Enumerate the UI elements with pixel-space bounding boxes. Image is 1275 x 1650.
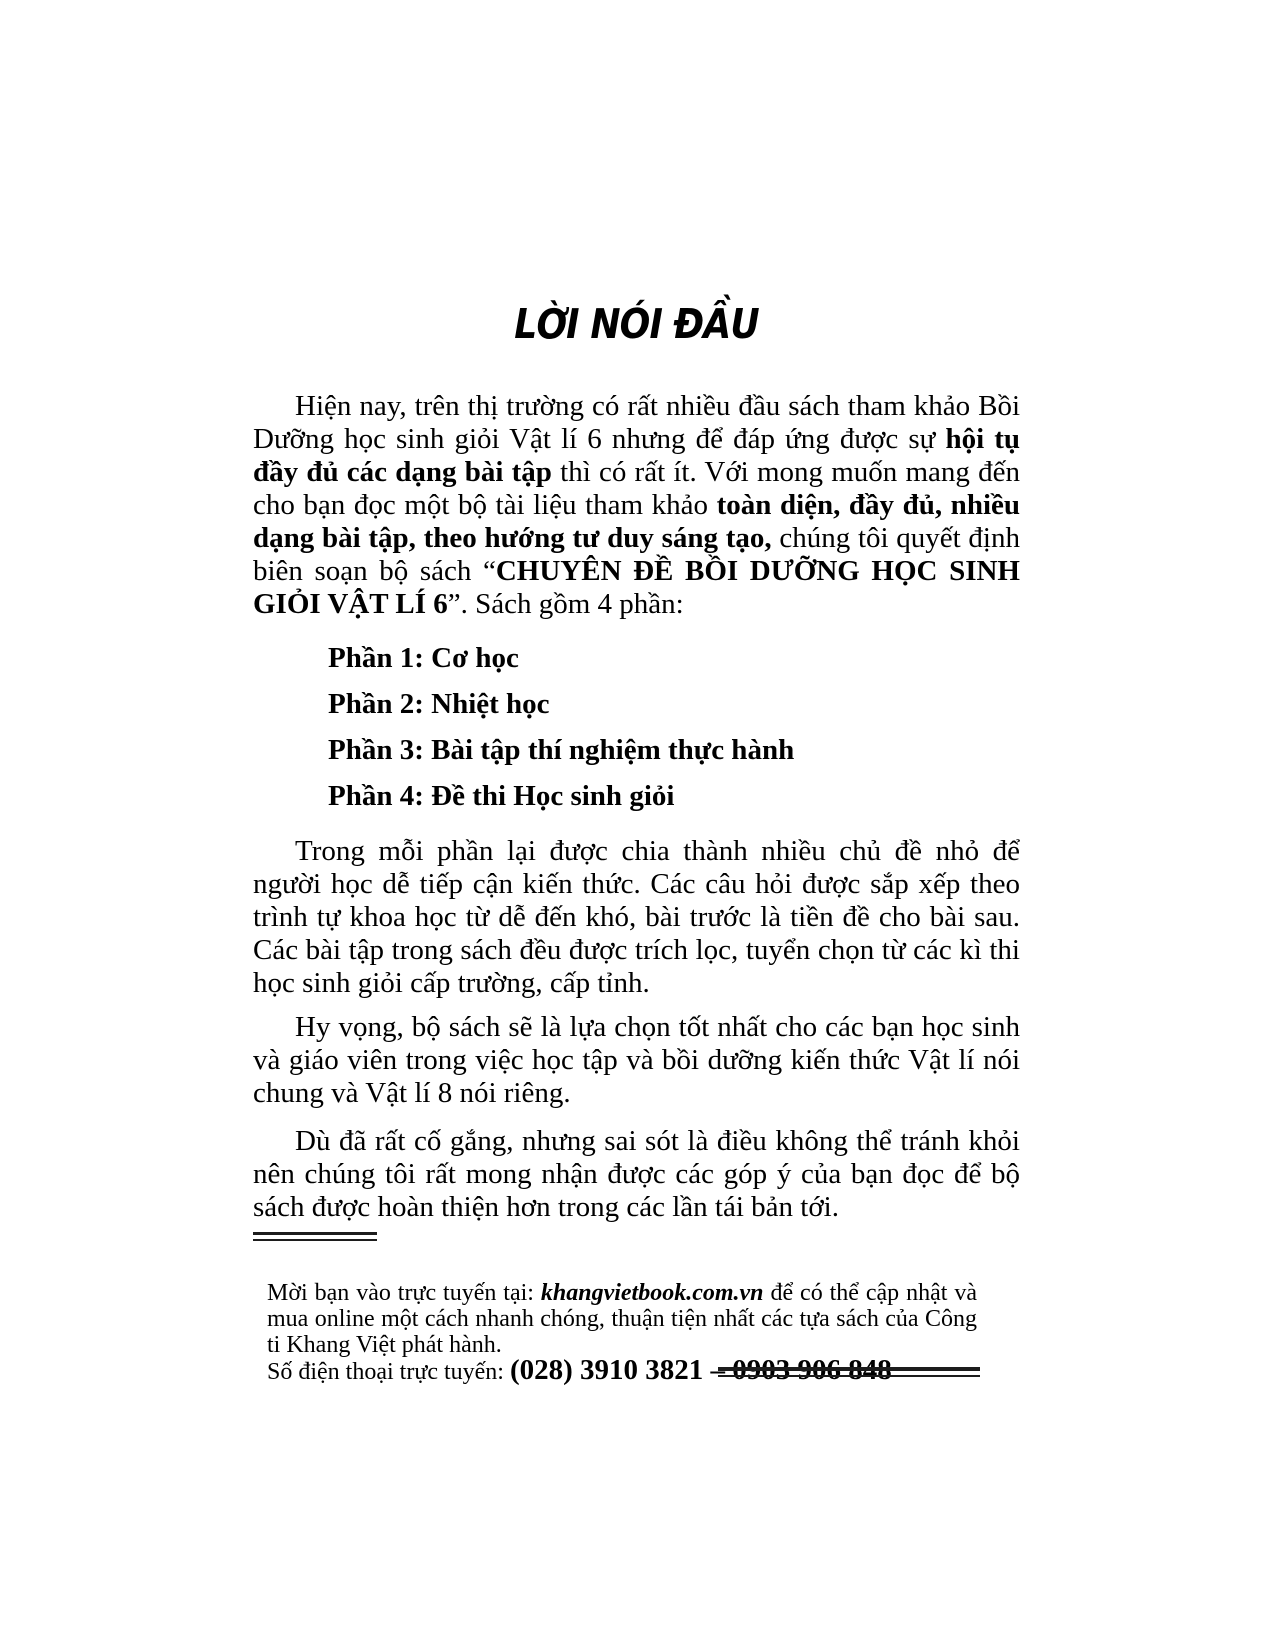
footer-separator-top (253, 1232, 377, 1241)
intro-segment: ”. Sách gồm 4 phần: (447, 588, 684, 620)
page-title: LỜI NÓI ĐẦU (514, 300, 759, 348)
site-url: khangvietbook.com.vn (540, 1280, 764, 1306)
part-item-3: Phần 3: Bài tập thí nghiệm thực hành (328, 734, 795, 766)
footer-note-pre: Mời bạn vào trực tuyến tại: (267, 1280, 541, 1306)
intro-paragraph (253, 390, 1020, 621)
intro-highlight-1: hội tụ đầy đủ các dạng bài tập (253, 423, 1020, 488)
intro-segment: thì có rất ít. Với mong muốn mang đến cho bạn đọc một bộ tài liệu tham khảo (253, 456, 1020, 521)
part-item-2: Phần 2: Nhiệt học (328, 688, 550, 720)
part-item-1: Phần 1: Cơ học (328, 642, 519, 674)
parts-list (328, 635, 1020, 819)
phone-label: Số điện thoại trực tuyến: (267, 1359, 510, 1385)
footer-separator-bottom (718, 1367, 980, 1377)
body-paragraph-structure: Trong mỗi phần lại được chia thành nhiều chủ đề nhỏ để người học dễ tiếp cận kiến thức. Các câu hỏi được sắp xếp theo trình tự khoa học từ dễ đến khó, bài trước là tiền đề cho bài sau. Các bài tập trong sách đều được trích lọc, tuyển chọn từ các kì thi học sinh giỏi cấp trường, cấp tỉnh. (253, 835, 1020, 999)
footer-note-post: để có thể cập nhật và mua online một cách nhanh chóng, thuận tiện nhất các tựa sách của Công ti Khang Việt phát hành. (267, 1280, 977, 1358)
body-paragraph-apology: Dù đã rất cố gắng, nhưng sai sót là điều không thể tránh khỏi nên chúng tôi rất mong nhận được các góp ý của bạn đọc để bộ sách được hoàn thiện hơn trong các lần tái bản tới. (253, 1125, 1020, 1223)
phone-number: (028) 3910 3821 – 0903 906 848 (509, 1354, 892, 1386)
body-paragraph-hope: Hy vọng, bộ sách sẽ là lựa chọn tốt nhất cho các bạn học sinh và giáo viên trong việc học tập và bồi dưỡng kiến thức Vật lí nói chung và Vật lí 8 nói riêng. (253, 1011, 1020, 1109)
book-series-title: CHUYÊN ĐỀ BỒI DƯỠNG HỌC SINH GIỎI VẬT LÍ 6 (253, 555, 1020, 620)
text-column (253, 0, 1020, 1224)
intro-highlight-2: toàn diện, đầy đủ, nhiều dạng bài tập, theo hướng tư duy sáng tạo, (253, 489, 1020, 554)
intro-segment: chúng tôi quyết định biên soạn bộ sách “ (253, 522, 1020, 587)
part-item-4: Phần 4: Đề thi Học sinh giỏi (328, 780, 675, 812)
footer-note (267, 1280, 977, 1358)
intro-segment: Hiện nay, trên thị trường có rất nhiều đầu sách tham khảo Bồi Dưỡng học sinh giỏi Vật lí 6 nhưng để đáp ứng được sự (253, 390, 1020, 455)
